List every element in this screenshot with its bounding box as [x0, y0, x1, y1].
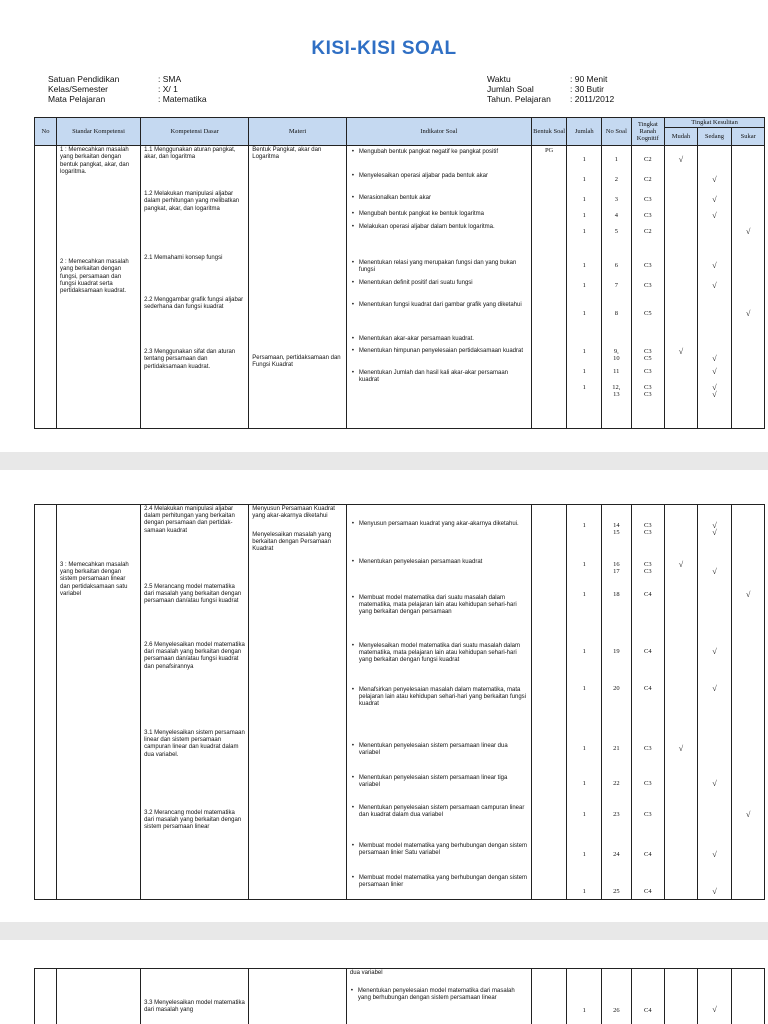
indikator-continued: dua variabel: [349, 970, 383, 976]
check-mark: √: [712, 281, 717, 291]
meta-label: Jumlah Soal: [487, 84, 534, 94]
kisi-table-page-1: [34, 117, 765, 429]
row-value-no: 21: [613, 745, 620, 752]
row-value-j: 1: [582, 851, 586, 858]
indikator-item: • Menentukan Jumlah dan hasil kali akar-akar persamaan kuadrat: [359, 370, 528, 384]
sk-item: 2 : Memecahkan masalah yang berkaitan dengan fungsi, persamaan dan fungsi kuadrat serta pertidaksamaan kuadrat.: [60, 259, 129, 295]
meta-value: : 90 Menit: [570, 74, 608, 84]
materi-item: Menyelesaikan masalah yang berkaitan dengan Persamaan Kuadrat: [252, 532, 332, 553]
row-value-j: 1: [582, 228, 586, 236]
materi-item: Bentuk Pangkat, akar dan Logaritma: [252, 147, 322, 161]
sk-item: 1 : Memecahkan masalah yang berkaitan dengan bentuk pangkat, akar, dan logaritma.: [60, 147, 130, 175]
check-mark: √: [745, 227, 751, 237]
header-indikator: Indikator Soal: [346, 118, 531, 146]
cell-bentuk-soal: [531, 505, 567, 900]
check-mark: √: [745, 810, 751, 819]
row-value-r: C4: [644, 888, 652, 895]
row-value-r: C2: [644, 228, 652, 236]
spacer: [60, 506, 137, 562]
indikator-item: • Menentukan penyelesaian sistem persamaan linear tiga variabel: [359, 775, 528, 805]
header-no-soal: No Soal: [602, 118, 631, 146]
meta-value: : X/ 1: [158, 84, 178, 94]
header-mudah: Mudah: [665, 128, 698, 146]
row-value-no: 11: [613, 368, 620, 376]
row-value-no: 24: [613, 851, 620, 858]
check-mark: √ √: [712, 383, 717, 400]
cell-indikator: [346, 146, 531, 429]
row-value-no: 19: [613, 648, 620, 655]
row-value-no: 20: [613, 685, 620, 692]
cell-indikator: [346, 505, 531, 900]
cell-sukar: [732, 146, 765, 429]
meta-label: Kelas/Semester: [48, 84, 108, 94]
meta-label: Satuan Pendidikan: [48, 74, 120, 84]
cell-no: [35, 146, 57, 429]
meta-value: : SMA: [158, 74, 182, 84]
row-value-r: C3: [644, 780, 652, 787]
indikator-item: • Merasionalkan bentuk akar: [359, 195, 528, 211]
cell-kompetensi-dasar: [141, 146, 249, 429]
check-mark: √: [745, 590, 751, 599]
row-value-j: 1: [582, 212, 586, 220]
cell-standar-kompetensi: [57, 969, 141, 1024]
kd-item: 2.5 Merancang model matematika dari masalah yang berkaitan dengan persamaan dan/atau fungsi kuadrat: [144, 584, 242, 605]
header-standar-kompetensi: Standar Kompetensi: [57, 118, 141, 146]
row-value-no: 18: [613, 591, 620, 598]
row-value-r: C3 C5: [644, 348, 652, 363]
row-value-no: 1: [614, 156, 618, 164]
cell-no-soal: [602, 505, 631, 900]
row-value-r: C3: [644, 212, 652, 220]
header-materi: Materi: [249, 118, 347, 146]
row-value-j: 1: [582, 368, 586, 376]
check-mark: √ √: [712, 521, 717, 538]
kd-item: 3.1 Menyelesaikan sistem persamaan linear dan sistem persamaan campuran linear dan kuadrat dalam dua variabel.: [144, 730, 245, 758]
meta-right: [487, 74, 614, 104]
check-mark: √: [712, 211, 717, 221]
row-value-r: C3 C3: [644, 522, 652, 537]
row-value-j: 1: [582, 780, 586, 787]
check-mark: √: [712, 195, 717, 205]
row-value-j: 1: [582, 888, 586, 895]
row-value-j: 1: [582, 262, 586, 270]
cell-kompetensi-dasar: [141, 969, 249, 1024]
kd-item: 2.6 Menyelesaikan model matematika dari masalah yang berkaitan dengan persamaan dan/atau fungsi kuadrat dan penafsirannya: [144, 642, 245, 670]
row-value-r: C3 C3: [644, 384, 652, 399]
row-value-no: 22: [613, 780, 620, 787]
kd-item: 1.1 Menggunakan aturan pangkat, akar, dan logaritma: [144, 147, 236, 161]
row-value-no: 6: [614, 262, 618, 270]
cell-no-soal: 26: [602, 969, 631, 1024]
cell-materi: [249, 969, 347, 1024]
header-kompetensi-dasar: Kompetensi Dasar: [141, 118, 249, 146]
check-mark: √: [712, 887, 717, 896]
indikator-item: • Mengubah bentuk pangkat negatif ke pangkat positif: [359, 149, 528, 173]
spacer: [144, 970, 245, 1000]
kd-item: 2.1 Memahami konsep fungsi: [144, 255, 223, 262]
meta-value: : 2011/2012: [570, 94, 615, 104]
row-value-no: 7: [614, 282, 618, 290]
cell-indikator: [346, 969, 531, 1024]
meta-label: Mata Pelajaran: [48, 94, 106, 104]
cell-ranah: [631, 146, 665, 429]
row-value-r: C5: [644, 310, 652, 318]
check-mark: √: [712, 684, 717, 693]
row-value-no: 14 15: [613, 522, 620, 537]
row-value-j: 1: [582, 348, 586, 356]
cell-sedang: [697, 505, 732, 900]
cell-kompetensi-dasar: [141, 505, 249, 900]
row-value-no: 8: [614, 310, 618, 318]
cell-mudah: [665, 146, 698, 429]
kisi-table-page-2: [34, 504, 765, 900]
row-value-no: 16 17: [613, 561, 620, 576]
indikator-item: • Menyelesaikan operasi aljabar pada bentuk akar: [359, 173, 528, 195]
kd-item: 1.2 Melakukan manipulasi aljabar dalam perhitungan yang melibatkan pangkat, akar, dan logaritma: [144, 191, 240, 212]
cell-no: [35, 505, 57, 900]
row-value-r: C3: [644, 368, 652, 376]
row-value-j: 1: [582, 591, 586, 598]
meta-value: : Matematika: [158, 94, 207, 104]
header-bentuk-soal: Bentuk Soal: [531, 118, 567, 146]
row-value-r: C3: [644, 745, 652, 752]
cell-bentuk-soal: [531, 969, 567, 1024]
cell-mudah: [665, 969, 698, 1024]
sk-item: 3 : Memecahkan masalah yang berkaitan dengan sistem persamaan linear dan pertidaksamaan satu variabel: [60, 562, 129, 597]
row-value-no: 23: [613, 811, 620, 818]
cell-sedang: [697, 146, 732, 429]
kd-item: 3.2 Merancang model matematika dari masalah yang berkaitan dengan sistem persamaan linear: [144, 810, 242, 831]
cell-materi: [249, 505, 347, 900]
check-mark: √: [712, 261, 717, 271]
cell-standar-kompetensi: [57, 146, 141, 429]
indikator-item: • Menafsirkan penyelesaian masalah dalam matematika, mata pelajaran lain atau kehidupan sehari-hari yang berkaitan fungsi kuadrat: [359, 687, 528, 743]
row-value-r: C3: [644, 282, 652, 290]
cell-sukar: [732, 969, 765, 1024]
check-mark: √: [678, 155, 684, 165]
row-value-r: C4: [644, 591, 652, 598]
row-value-r: C2: [644, 176, 652, 184]
cell-mudah: [665, 505, 698, 900]
kd-item: 2.4 Melakukan manipulasi aljabar dalam perhitungan yang berkaitan dengan persamaan dan pertidak-samaan kuadrat: [144, 506, 235, 534]
cell-standar-kompetensi: [57, 505, 141, 900]
kd-item: 2.2 Menggambar grafik fungsi aljabar sederhana dan fungsi kuadrat: [144, 297, 244, 311]
row-value-j: 1: [582, 384, 586, 392]
row-value-j: 1: [582, 561, 586, 568]
indikator-item: • Menentukan penyelesaian sistem persamaan campuran linear dan kuadrat dalam dua variabel: [359, 805, 528, 843]
kd-item: 2.3 Menggunakan sifat dan aturan tentang persamaan dan pertidaksamaan kuadrat.: [144, 349, 236, 370]
cell-ranah: C4: [631, 969, 665, 1024]
page-3: [0, 940, 768, 1024]
row-value-no: 5: [614, 228, 618, 236]
row-value-j: 1: [582, 648, 586, 655]
indikator-item: • Menentukan penyelesaian sistem persamaan linear dua variabel: [359, 743, 528, 775]
indikator-item: • Menyelesaikan model matematika dari suatu masalah dalam matematika, mata pelajaran lain atau kehidupan sehari-hari yang berkaitan dengan fungsi kuadrat: [359, 643, 528, 687]
row-value-no: 12, 13: [612, 384, 621, 399]
indikator-item: • Melakukan operasi aljabar dalam bentuk logaritma.: [359, 224, 528, 260]
cell-no: [35, 969, 57, 1024]
cell-no-soal: [602, 146, 631, 429]
row-value-j: 1: [582, 176, 586, 184]
row-value-r: C2: [644, 156, 652, 164]
indikator-item: • Menentukan himpunan penyelesaian pertidaksamaan kuadrat: [359, 348, 528, 370]
indikator-item: • Membuat model matematika yang berhubungan dengan sistem persamaan linier: [359, 875, 528, 889]
page-1: [0, 0, 768, 452]
header-ranah-kognitif: Tingkat Ranah Kognitif: [631, 118, 665, 146]
cell-sukar: [732, 505, 765, 900]
indikator-item: • Menentukan relasi yang merupakan fungsi dan yang bukan fungsi: [359, 260, 528, 280]
indikator-item: • Menentukan akar-akar persamaan kuadrat.: [359, 336, 528, 348]
check-mark: √: [678, 560, 684, 569]
row-value-no: 3: [614, 196, 618, 204]
row-value-r: C3 C3: [644, 561, 652, 576]
indikator-item: • Menentukan definit positif dari suatu fungsi: [359, 280, 528, 302]
row-value-j: 1: [582, 522, 586, 529]
check-mark: √: [745, 309, 751, 319]
row-value-no: 9, 10: [613, 348, 620, 363]
row-value-no: 2: [614, 176, 618, 184]
check-mark: √: [712, 647, 717, 656]
materi-item: Persamaan, pertidaksamaan dan Fungsi Kuadrat: [252, 355, 341, 369]
check-mark: √: [678, 744, 684, 753]
row-value-r: C3: [644, 811, 652, 818]
row-value-r: C4: [644, 851, 652, 858]
page-2: [0, 470, 768, 922]
page-title: KISI-KISI SOAL: [311, 38, 457, 59]
row-value-r: C3: [644, 262, 652, 270]
cell-jumlah: [567, 146, 602, 429]
cell-ranah: [631, 505, 665, 900]
indikator-list: [351, 521, 528, 889]
row-value-no: 4: [614, 212, 618, 220]
header-sukar: Sukar: [732, 128, 765, 146]
check-mark: √: [712, 850, 717, 859]
check-mark: √: [712, 567, 717, 577]
row-value-j: 1: [582, 310, 586, 318]
meta-label: Tahun. Pelajaran: [487, 94, 551, 104]
row-value-j: 1: [582, 685, 586, 692]
indikator-list: [350, 988, 528, 1002]
indikator-item: • Membuat model matematika dari suatu masalah dalam matematika, mata pelajaran lain atau kehidupan sehari-hari yang berkaitan dengan persamaan: [359, 595, 528, 643]
indikator-item: • Membuat model matematika yang berhubungan dengan sistem persamaan linier Satu variabel: [359, 843, 528, 875]
check-mark: √: [678, 347, 684, 357]
cell-bentuk-soal: PG: [531, 146, 567, 429]
row-value-no: 25: [613, 888, 620, 895]
cell-jumlah: 1: [567, 969, 602, 1024]
row-value-j: 1: [582, 282, 586, 290]
check-mark: √: [712, 175, 717, 185]
meta-left: [48, 74, 207, 104]
meta-label: Waktu: [487, 74, 511, 84]
kisi-table-page-3: [34, 968, 765, 1024]
header-jumlah: Jumlah: [567, 118, 602, 146]
header-tingkat-kesulitan: Tingkat Kesulitan: [665, 118, 765, 128]
indikator-item: • Menentukan penyelesaian persamaan kuadrat: [359, 559, 528, 595]
row-value-j: 1: [582, 156, 586, 164]
row-value-j: 1: [582, 811, 586, 818]
cell-materi: [249, 146, 347, 429]
kd-item: 3.3 Menyelesaikan model matematika dari masalah yang: [144, 1000, 245, 1014]
row-value-j: 1: [582, 745, 586, 752]
cell-jumlah: [567, 505, 602, 900]
materi-item: Menyusun Persamaan Kuadrat yang akar-akarnya diketahui: [252, 506, 335, 520]
indikator-item: • Menyusun persamaan kuadrat yang akar-akarnya diketahui.: [359, 521, 528, 559]
indikator-item: • Menentukan fungsi kuadrat dari gambar grafik yang diketahui: [359, 302, 528, 336]
indikator-item: • Mengubah bentuk pangkat ke bentuk logaritma: [359, 211, 528, 224]
cell-sedang: √: [697, 969, 732, 1024]
row-value-r: C4: [644, 648, 652, 655]
meta-value: : 30 Butir: [570, 84, 605, 94]
row-value-j: 1: [582, 196, 586, 204]
header-sedang: Sedang: [697, 128, 732, 146]
row-value-r: C4: [644, 685, 652, 692]
row-value-r: C3: [644, 196, 652, 204]
check-mark: √: [712, 354, 717, 364]
header-no: No: [35, 118, 57, 146]
indikator-list: [351, 149, 528, 384]
indikator-item: • Menentukan penyelesaian model matematika dari masalah yang berhubungan dengan sistem persamaan linear: [358, 988, 528, 1002]
check-mark: √: [712, 779, 717, 788]
check-mark: √: [712, 367, 717, 377]
